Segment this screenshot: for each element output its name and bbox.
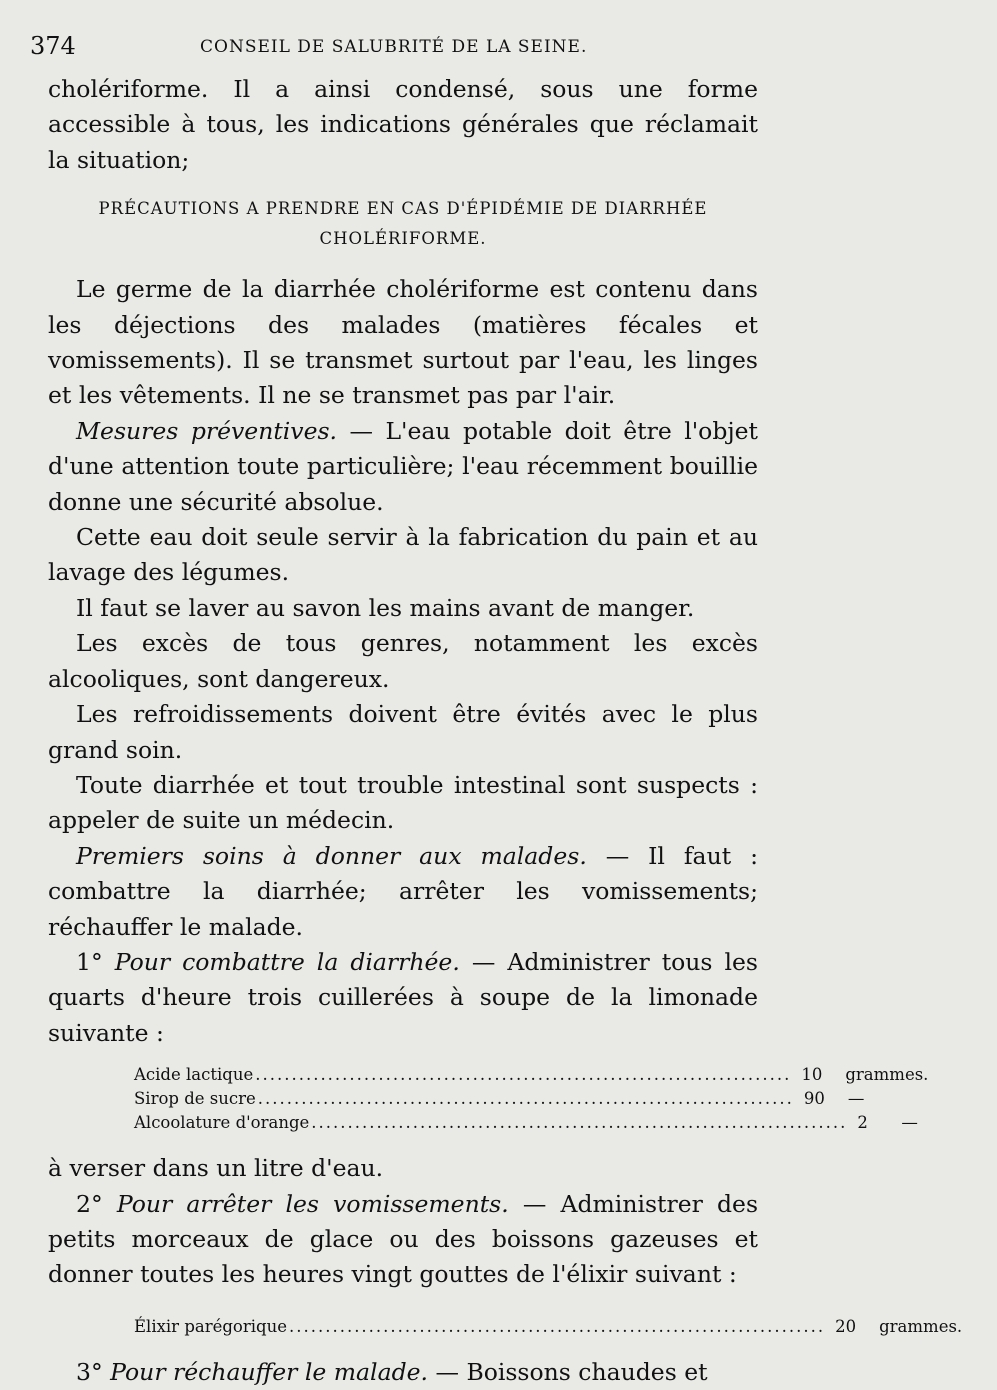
recipe-row bbox=[134, 1063, 929, 1087]
page-header bbox=[30, 32, 770, 62]
paragraph-step-3 bbox=[48, 1355, 758, 1390]
paragraph-preventive bbox=[48, 414, 758, 520]
intro-paragraph: cholériforme. Il a ainsi condensé, sous une forme accessible à tous, les indications générales que réclamait la situation; bbox=[48, 75, 758, 174]
step-1-text: — Administrer tous les quarts d'heure trois cuillerées à soupe de la limonade suivante : bbox=[48, 947, 758, 1047]
paragraph-chill: Les refroidissements doivent être évités avec le plus grand soin. bbox=[48, 700, 758, 764]
recipe-quantity: 2 bbox=[857, 1113, 868, 1133]
step-2-text: — Administrer des petits morceaux de glace ou des boissons gazeuses et donner toutes les heures vingt gouttes de l'élixir suivant : bbox=[48, 1189, 759, 1289]
paragraph-water: Cette eau doit seule servir à la fabrication du pain et au lavage des légumes. bbox=[48, 523, 758, 587]
paragraph-germ: Le germe de la diarrhée cholériforme est contenu dans les déjections des malades (matières fécales et vomissements). Il se transmet surtout par l'eau, les linges et les vêtements. Il ne se transmet pas par l'air. bbox=[48, 275, 758, 410]
leader-dots: .......................................................................... bbox=[255, 1065, 792, 1085]
recipe-row bbox=[134, 1087, 865, 1111]
paragraph-first-aid bbox=[48, 839, 758, 945]
recipe-quantity: 10 bbox=[801, 1065, 823, 1085]
step-2-number: 2° bbox=[76, 1189, 117, 1218]
first-aid-heading: Premiers soins à donner aux malades. bbox=[76, 841, 587, 870]
recipe-item: Acide lactique bbox=[134, 1065, 254, 1085]
step-3-heading: Pour réchauffer le malade. bbox=[110, 1357, 428, 1386]
recipe-unit: grammes. bbox=[879, 1316, 963, 1336]
step-3-text: — Boissons chaudes et bbox=[428, 1357, 708, 1386]
recipe-item: Sirop de sucre bbox=[134, 1089, 256, 1109]
running-head: CONSEIL DE SALUBRITÉ DE LA SEINE. bbox=[200, 37, 588, 57]
paragraph-step-1 bbox=[48, 945, 758, 1051]
leader-dots: .......................................................................... bbox=[311, 1113, 848, 1133]
recipe-unit: — bbox=[847, 1089, 865, 1109]
section-title: PRÉCAUTIONS A PRENDRE EN CAS D'ÉPIDÉMIE DE DIARRHÉE CHOLÉRIFORME. bbox=[98, 199, 708, 249]
page-body bbox=[48, 72, 963, 1390]
recipe-item: Élixir parégorique bbox=[134, 1316, 287, 1336]
leader-dots: .......................................................................... bbox=[288, 1316, 826, 1336]
step-3-number: 3° bbox=[76, 1357, 111, 1386]
preventive-heading: Mesures préventives. bbox=[76, 416, 338, 445]
step-2-heading: Pour arrêter les vomissements. bbox=[116, 1189, 509, 1218]
recipe-row bbox=[134, 1315, 963, 1339]
step-1-heading: Pour combattre la diarrhée. bbox=[114, 947, 460, 976]
step-1-number: 1° bbox=[76, 947, 115, 976]
recipe-quantity: 90 bbox=[803, 1089, 825, 1109]
paragraph-pour: à verser dans un litre d'eau. bbox=[48, 1154, 384, 1183]
elixir-line bbox=[134, 1315, 963, 1339]
recipe-item: Alcoolature d'orange bbox=[134, 1113, 310, 1133]
recipe-row bbox=[134, 1111, 918, 1135]
paragraph-excess: Les excès de tous genres, notamment les excès alcooliques, sont dangereux. bbox=[48, 629, 758, 693]
paragraph-hands: Il faut se laver au savon les mains avant de manger. bbox=[76, 593, 695, 622]
leader-dots: .......................................................................... bbox=[257, 1089, 794, 1109]
paragraph-step-2 bbox=[48, 1187, 758, 1293]
preventive-text: — L'eau potable doit être l'objet d'une attention toute particulière; l'eau récemment bouillie donne une sécurité absolue. bbox=[48, 416, 758, 516]
recipe-table bbox=[134, 1063, 929, 1135]
recipe-unit: grammes. bbox=[845, 1065, 929, 1085]
first-aid-text: — Il faut : combattre la diarrhée; arrêter les vomissements; réchauffer le malade. bbox=[48, 841, 758, 941]
recipe-quantity: 20 bbox=[835, 1316, 857, 1336]
paragraph-suspect: Toute diarrhée et tout trouble intestinal sont suspects : appeler de suite un médecin. bbox=[48, 770, 758, 835]
page-number: 374 bbox=[30, 32, 76, 60]
recipe-unit: — bbox=[901, 1113, 918, 1133]
